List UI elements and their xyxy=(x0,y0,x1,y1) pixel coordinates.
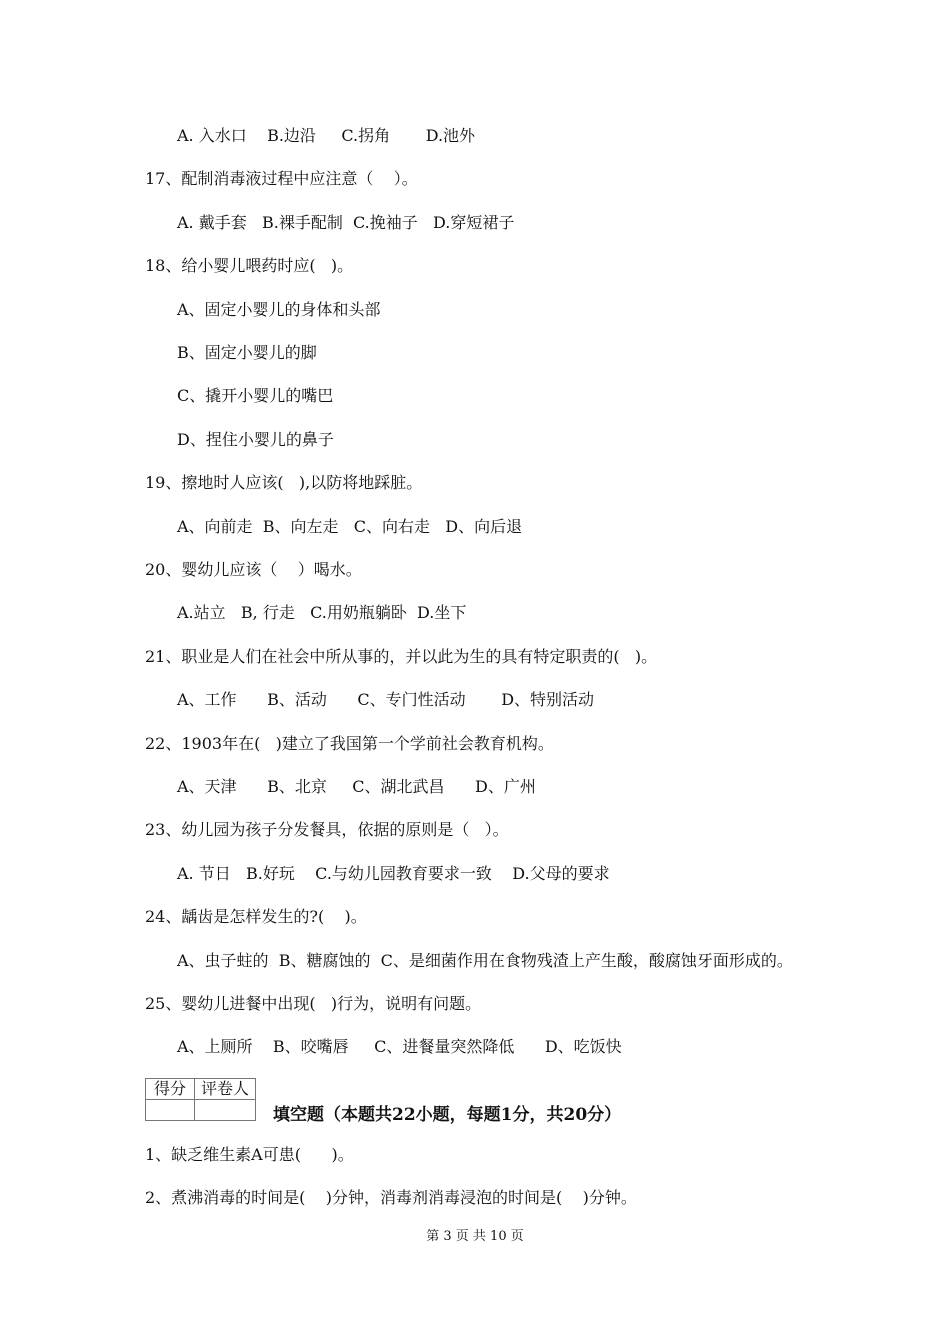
page-footer: 第 3 页 共 10 页 xyxy=(426,1229,524,1244)
question-text: 20、婴幼儿应该（ ）喝水。 xyxy=(145,560,362,579)
answer-option-text: A、工作 B、活动 C、专门性活动 D、特别活动 xyxy=(177,690,595,710)
question-text: 23、幼儿园为孩子分发餐具，依据的原则是（ ）。 xyxy=(145,820,509,840)
answer-option-text: D、捏住小婴儿的鼻子 xyxy=(177,429,334,449)
answer-option-text: A. 戴手套 B.裸手配制 C.挽袖子 D.穿短裙子 xyxy=(177,212,515,232)
question-text: 22、1903年在( )建立了我国第一个学前社会教育机构。 xyxy=(145,733,554,753)
score-table xyxy=(145,1078,256,1121)
answer-option-text: A、向前走 B、向左走 C、向右走 D、向后退 xyxy=(177,516,523,536)
question-text: 21、职业是人们在社会中所从事的，并以此为生的具有特定职责的( )。 xyxy=(145,646,658,666)
answer-option-text: A、天津 B、北京 C、湖北武昌 D、广州 xyxy=(177,777,536,796)
question-text: 17、配制消毒液过程中应注意（ ）。 xyxy=(145,169,418,189)
question-text: 18、给小婴儿喂药时应( )。 xyxy=(145,256,354,276)
answer-option-text: A、虫子蛀的 B、糖腐蚀的 C、是细菌作用在食物残渣上产生酸，酸腐蚀牙面形成的。 xyxy=(177,950,793,970)
question-text: 2、煮沸消毒的时间是( )分钟，消毒剂消毒浸泡的时间是( )分钟。 xyxy=(145,1188,637,1208)
answer-option-text: A. 节日 B.好玩 C.与幼儿园教育要求一致 D.父母的要求 xyxy=(177,863,610,883)
question-text: 1、缺乏维生素A可患( )。 xyxy=(145,1145,354,1164)
answer-option-text: C、撬开小婴儿的嘴巴 xyxy=(177,386,334,406)
score-label: 得分 xyxy=(146,1079,195,1100)
question-text: 24、龋齿是怎样发生的?( )。 xyxy=(145,907,367,927)
answer-option-text: A、上厕所 B、咬嘴唇 C、进餐量突然降低 D、吃饭快 xyxy=(177,1037,622,1057)
answer-option-text: A.站立 B, 行走 C.用奶瓶躺卧 D.坐下 xyxy=(177,603,467,623)
answer-option-text: A、固定小婴儿的身体和头部 xyxy=(177,299,381,319)
grader-label: 评卷人 xyxy=(195,1079,256,1100)
section-title: 填空题（本题共22小题，每题1分，共20分） xyxy=(273,1105,622,1125)
grader-cell xyxy=(195,1100,256,1121)
question-text: 25、婴幼儿进餐中出现( )行为，说明有问题。 xyxy=(145,994,482,1013)
answer-option-text: A. 入水口 B.边沿 C.拐角 D.池外 xyxy=(177,126,476,145)
answer-option-text: B、固定小婴儿的脚 xyxy=(177,343,317,362)
score-cell xyxy=(146,1100,195,1121)
question-text: 19、擦地时人应该( ),以防将地踩脏。 xyxy=(145,473,423,493)
